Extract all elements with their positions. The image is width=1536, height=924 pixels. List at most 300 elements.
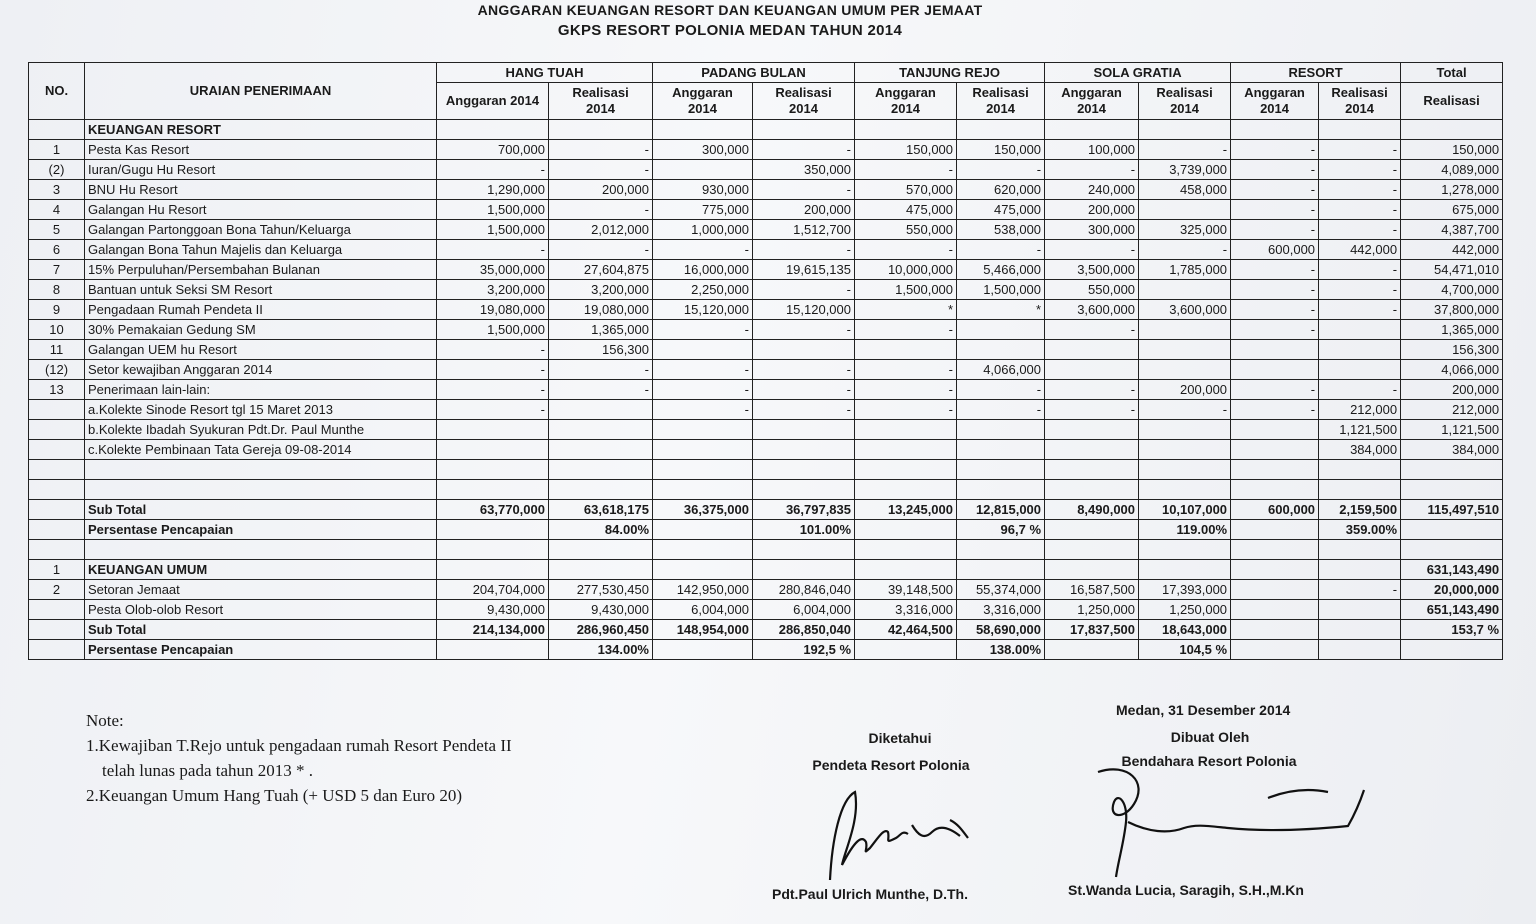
row-value	[855, 440, 957, 460]
row-value	[1045, 120, 1139, 140]
row-value: 134.00%	[549, 640, 653, 660]
row-value: 1,250,000	[1139, 600, 1231, 620]
row-value: 325,000	[1139, 220, 1231, 240]
row-value	[1401, 480, 1503, 500]
row-value: 384,000	[1319, 440, 1401, 460]
row-value: -	[1319, 300, 1401, 320]
row-value: 1,500,000	[437, 220, 549, 240]
row-value: 550,000	[855, 220, 957, 240]
row-value: -	[1045, 320, 1139, 340]
table-row	[29, 160, 1503, 180]
row-value: 13,245,000	[855, 500, 957, 520]
row-value: 17,393,000	[1139, 580, 1231, 600]
row-value	[957, 480, 1045, 500]
table-row	[29, 280, 1503, 300]
row-value: -	[1045, 380, 1139, 400]
row-value: 15,120,000	[653, 300, 753, 320]
row-value: -	[1231, 300, 1319, 320]
row-value: 300,000	[1045, 220, 1139, 240]
row-value	[957, 460, 1045, 480]
row-value	[1139, 440, 1231, 460]
row-value: -	[1231, 200, 1319, 220]
row-number	[29, 540, 85, 560]
row-value: 3,316,000	[855, 600, 957, 620]
row-value: -	[1319, 220, 1401, 240]
row-label: KEUANGAN UMUM	[85, 560, 437, 580]
row-value	[957, 120, 1045, 140]
row-value	[549, 120, 653, 140]
row-value	[1401, 120, 1503, 140]
row-value: 1,500,000	[855, 280, 957, 300]
row-value: -	[1045, 160, 1139, 180]
row-value: -	[1319, 580, 1401, 600]
row-value: 600,000	[1231, 500, 1319, 520]
row-value	[549, 560, 653, 580]
document-title-line2: GKPS RESORT POLONIA MEDAN TAHUN 2014	[557, 22, 903, 39]
subhead-pb-realisasi: Realisasi 2014	[753, 83, 855, 120]
row-value: 675,000	[1401, 200, 1503, 220]
row-value	[1139, 340, 1231, 360]
row-label: Bantuan untuk Seksi SM Resort	[85, 280, 437, 300]
row-label: Galangan Bona Tahun Majelis dan Keluarga	[85, 240, 437, 260]
row-value: -	[957, 160, 1045, 180]
row-value: 200,000	[1401, 380, 1503, 400]
row-label: Sub Total	[85, 500, 437, 520]
notes-line2: telah lunas pada tahun 2013 * .	[102, 761, 314, 780]
row-value: 475,000	[855, 200, 957, 220]
row-label: a.Kolekte Sinode Resort tgl 15 Maret 2013	[85, 400, 437, 420]
row-label: Setor kewajiban Anggaran 2014	[85, 360, 437, 380]
row-value	[549, 440, 653, 460]
row-value	[437, 420, 549, 440]
row-value	[1401, 540, 1503, 560]
row-value	[1319, 620, 1401, 640]
row-value: 700,000	[437, 140, 549, 160]
row-value: 1,121,500	[1319, 420, 1401, 440]
left-role1: Diketahui	[868, 730, 932, 746]
row-value	[1319, 360, 1401, 380]
row-value: 15,120,000	[753, 300, 855, 320]
row-number: (2)	[29, 160, 85, 180]
row-value	[1045, 360, 1139, 380]
row-value: 115,497,510	[1401, 500, 1503, 520]
row-value: -	[753, 140, 855, 160]
row-value	[1231, 340, 1319, 360]
subhead-resort-anggaran: Anggaran 2014	[1231, 83, 1319, 120]
row-value: 5,466,000	[957, 260, 1045, 280]
row-value: -	[437, 160, 549, 180]
row-value	[1139, 320, 1231, 340]
row-value: -	[1231, 160, 1319, 180]
row-value: 3,200,000	[437, 280, 549, 300]
row-value: -	[437, 400, 549, 420]
row-value: -	[549, 360, 653, 380]
row-value: -	[437, 380, 549, 400]
row-value: 200,000	[1045, 200, 1139, 220]
subhead-tr-anggaran: Anggaran 2014	[855, 83, 957, 120]
table-row	[29, 420, 1503, 440]
row-value: 2,159,500	[1319, 500, 1401, 520]
row-value: 156,300	[1401, 340, 1503, 360]
row-value: -	[549, 380, 653, 400]
row-value: -	[1231, 380, 1319, 400]
row-value: 119.00%	[1139, 520, 1231, 540]
row-number	[29, 120, 85, 140]
row-value: 17,837,500	[1045, 620, 1139, 640]
row-value: -	[1231, 180, 1319, 200]
row-value: 3,600,000	[1139, 300, 1231, 320]
row-value	[1231, 120, 1319, 140]
row-value: -	[437, 340, 549, 360]
row-value: -	[753, 360, 855, 380]
row-value	[653, 440, 753, 460]
row-value: -	[437, 360, 549, 380]
row-value: 2,012,000	[549, 220, 653, 240]
row-value: -	[1231, 400, 1319, 420]
row-value: *	[957, 300, 1045, 320]
row-value	[437, 460, 549, 480]
row-value	[1045, 340, 1139, 360]
row-value	[1139, 360, 1231, 380]
row-value: 1,512,700	[753, 220, 855, 240]
right-role1: Dibuat Oleh	[1170, 729, 1250, 745]
row-value: -	[1231, 260, 1319, 280]
right-role2: Bendahara Resort Polonia	[1121, 753, 1297, 769]
row-value	[549, 540, 653, 560]
row-value	[957, 560, 1045, 580]
row-value: 1,278,000	[1401, 180, 1503, 200]
header-no: NO.	[29, 63, 85, 120]
row-value: 6,004,000	[753, 600, 855, 620]
row-value: 16,000,000	[653, 260, 753, 280]
row-value: -	[753, 240, 855, 260]
row-value	[1139, 120, 1231, 140]
row-number	[29, 400, 85, 420]
row-value: 1,250,000	[1045, 600, 1139, 620]
subhead-sg-realisasi: Realisasi 2014	[1139, 83, 1231, 120]
document-title-line1: ANGGARAN KEUANGAN RESORT DAN KEUANGAN UMUM PER JEMAAT	[477, 2, 983, 18]
row-value	[1401, 460, 1503, 480]
row-label: 15% Perpuluhan/Persembahan Bulanan	[85, 260, 437, 280]
row-label: Galangan Partonggoan Bona Tahun/Keluarga	[85, 220, 437, 240]
row-value: 16,587,500	[1045, 580, 1139, 600]
table-row	[29, 180, 1503, 200]
row-value: 1,500,000	[437, 200, 549, 220]
row-value	[855, 420, 957, 440]
row-value	[1045, 520, 1139, 540]
row-value	[753, 540, 855, 560]
row-value: 930,000	[653, 180, 753, 200]
header-uraian: URAIAN PENERIMAAN	[85, 63, 437, 120]
row-value: -	[753, 400, 855, 420]
right-signature-icon	[1088, 762, 1378, 882]
header-group-hang-tuah: HANG TUAH	[437, 63, 653, 83]
row-value	[1045, 560, 1139, 580]
row-value: -	[1231, 320, 1319, 340]
row-value: -	[653, 320, 753, 340]
row-value: 1,365,000	[549, 320, 653, 340]
row-value	[957, 340, 1045, 360]
subhead-pb-anggaran: Anggaran 2014	[653, 83, 753, 120]
row-value	[1319, 320, 1401, 340]
row-value: 18,643,000	[1139, 620, 1231, 640]
row-value: -	[1045, 240, 1139, 260]
row-value	[1231, 540, 1319, 560]
row-value: 538,000	[957, 220, 1045, 240]
row-value: -	[855, 380, 957, 400]
place-date: Medan, 31 Desember 2014	[1116, 702, 1291, 718]
row-value	[1139, 420, 1231, 440]
row-number: 4	[29, 200, 85, 220]
row-value: 3,600,000	[1045, 300, 1139, 320]
row-value: -	[1139, 240, 1231, 260]
row-value	[1045, 420, 1139, 440]
section-title-keuangan-resort	[29, 120, 1503, 140]
header-group-padang-bulan: PADANG BULAN	[653, 63, 855, 83]
row-value: 54,471,010	[1401, 260, 1503, 280]
row-value: 104,5 %	[1139, 640, 1231, 660]
row-value	[1045, 460, 1139, 480]
row-value	[437, 440, 549, 460]
row-number: 6	[29, 240, 85, 260]
row-value	[1319, 600, 1401, 620]
row-value: 4,089,000	[1401, 160, 1503, 180]
row-label	[85, 540, 437, 560]
row-value: 1,290,000	[437, 180, 549, 200]
row-value: -	[1319, 140, 1401, 160]
row-number	[29, 480, 85, 500]
row-value	[1139, 540, 1231, 560]
row-label: Persentase Pencapaian	[85, 520, 437, 540]
row-value: 27,604,875	[549, 260, 653, 280]
row-value: -	[753, 320, 855, 340]
row-value: 100,000	[1045, 140, 1139, 160]
row-value: 1,500,000	[437, 320, 549, 340]
row-value: -	[653, 360, 753, 380]
umum-row	[29, 580, 1503, 600]
row-value	[653, 640, 753, 660]
row-value: -	[1231, 140, 1319, 160]
row-value: -	[1319, 180, 1401, 200]
row-value: 200,000	[753, 200, 855, 220]
row-value	[1401, 640, 1503, 660]
row-value: -	[549, 140, 653, 160]
row-value	[1401, 520, 1503, 540]
subhead-ht-realisasi: Realisasi 2014	[549, 83, 653, 120]
row-value	[855, 460, 957, 480]
row-value	[1231, 580, 1319, 600]
row-value: 1,121,500	[1401, 420, 1503, 440]
row-number: 7	[29, 260, 85, 280]
header-total: Total	[1401, 63, 1503, 83]
row-value: -	[855, 360, 957, 380]
row-value: 359.00%	[1319, 520, 1401, 540]
row-value	[653, 420, 753, 440]
row-value	[1319, 540, 1401, 560]
row-value: 442,000	[1319, 240, 1401, 260]
row-value	[753, 420, 855, 440]
row-value: 35,000,000	[437, 260, 549, 280]
row-value: -	[1231, 280, 1319, 300]
row-value: -	[753, 380, 855, 400]
row-label: Pesta Olob-olob Resort	[85, 600, 437, 620]
notes-title: Note:	[86, 711, 124, 730]
row-value	[1231, 440, 1319, 460]
row-number	[29, 440, 85, 460]
row-value: -	[653, 240, 753, 260]
row-value: 212,000	[1319, 400, 1401, 420]
row-label: Sub Total	[85, 620, 437, 640]
row-value: 19,615,135	[753, 260, 855, 280]
row-value: 101.00%	[753, 520, 855, 540]
row-value: -	[653, 400, 753, 420]
row-value	[1319, 480, 1401, 500]
row-value	[549, 400, 653, 420]
row-value: 192,5 %	[753, 640, 855, 660]
row-value	[753, 120, 855, 140]
row-value	[437, 540, 549, 560]
row-value: 150,000	[1401, 140, 1503, 160]
row-value: -	[1319, 260, 1401, 280]
row-value: -	[1319, 200, 1401, 220]
row-value	[1139, 480, 1231, 500]
row-value	[1139, 280, 1231, 300]
row-value: 36,797,835	[753, 500, 855, 520]
subhead-tr-realisasi: Realisasi 2014	[957, 83, 1045, 120]
row-value	[437, 480, 549, 500]
row-value	[1319, 560, 1401, 580]
row-value: -	[549, 240, 653, 260]
row-label: b.Kolekte Ibadah Syukuran Pdt.Dr. Paul Munthe	[85, 420, 437, 440]
notes-line3: 2.Keuangan Umum Hang Tuah (+ USD 5 dan Euro 20)	[86, 786, 462, 805]
row-number: 3	[29, 180, 85, 200]
row-value	[855, 640, 957, 660]
row-value: 96,7 %	[957, 520, 1045, 540]
table-row	[29, 140, 1503, 160]
row-value: 42,464,500	[855, 620, 957, 640]
row-value	[1319, 640, 1401, 660]
row-number: 2	[29, 580, 85, 600]
row-value: -	[1319, 160, 1401, 180]
row-label: Penerimaan lain-lain:	[85, 380, 437, 400]
row-value	[753, 480, 855, 500]
row-value: *	[855, 300, 957, 320]
row-value	[1231, 360, 1319, 380]
row-value: -	[753, 180, 855, 200]
row-value: 200,000	[1139, 380, 1231, 400]
row-value: 350,000	[753, 160, 855, 180]
row-value: 475,000	[957, 200, 1045, 220]
row-label	[85, 480, 437, 500]
row-value	[437, 560, 549, 580]
row-value: 19,080,000	[549, 300, 653, 320]
row-value	[653, 520, 753, 540]
row-value: -	[855, 240, 957, 260]
row-value	[753, 560, 855, 580]
row-value: -	[855, 320, 957, 340]
subhead-resort-realisasi: Realisasi 2014	[1319, 83, 1401, 120]
row-value	[753, 440, 855, 460]
row-value	[653, 120, 753, 140]
table-row	[29, 380, 1503, 400]
umum-row	[29, 560, 1503, 580]
row-value: 36,375,000	[653, 500, 753, 520]
row-number: 1	[29, 140, 85, 160]
row-value	[653, 480, 753, 500]
row-value: 212,000	[1401, 400, 1503, 420]
row-value: -	[1045, 400, 1139, 420]
row-number	[29, 520, 85, 540]
row-value: 458,000	[1139, 180, 1231, 200]
row-value: -	[1139, 140, 1231, 160]
row-value: 84.00%	[549, 520, 653, 540]
row-value: 148,954,000	[653, 620, 753, 640]
row-value: 63,770,000	[437, 500, 549, 520]
row-value: 4,066,000	[957, 360, 1045, 380]
row-value	[653, 540, 753, 560]
row-value: 6,004,000	[653, 600, 753, 620]
row-value	[855, 120, 957, 140]
row-value: -	[1319, 280, 1401, 300]
row-value: 384,000	[1401, 440, 1503, 460]
row-label	[85, 460, 437, 480]
row-label: Galangan Hu Resort	[85, 200, 437, 220]
row-value: 214,134,000	[437, 620, 549, 640]
right-signer-name: St.Wanda Lucia, Saragih, S.H.,M.Kn	[1068, 882, 1304, 898]
row-value: 138.00%	[957, 640, 1045, 660]
row-value	[855, 520, 957, 540]
row-value: 58,690,000	[957, 620, 1045, 640]
row-number: 5	[29, 220, 85, 240]
subhead-sg-anggaran: Anggaran 2014	[1045, 83, 1139, 120]
row-value: 277,530,450	[549, 580, 653, 600]
row-value	[855, 340, 957, 360]
row-number: 13	[29, 380, 85, 400]
row-value: 3,739,000	[1139, 160, 1231, 180]
row-value	[1045, 440, 1139, 460]
row-value	[437, 120, 549, 140]
row-value: 200,000	[549, 180, 653, 200]
row-value: -	[855, 400, 957, 420]
header-group-resort: RESORT	[1231, 63, 1401, 83]
header-group-tanjung-rejo: TANJUNG REJO	[855, 63, 1045, 83]
table-row	[29, 340, 1503, 360]
notes-line1: 1.Kewajiban T.Rejo untuk pengadaan rumah Resort Pendeta II	[86, 736, 512, 755]
row-value: 286,960,450	[549, 620, 653, 640]
row-number: 11	[29, 340, 85, 360]
row-number	[29, 460, 85, 480]
table-row	[29, 200, 1503, 220]
row-value: 280,846,040	[753, 580, 855, 600]
subhead-total-realisasi: Realisasi	[1401, 83, 1503, 120]
row-value: 620,000	[957, 180, 1045, 200]
row-value: 9,430,000	[437, 600, 549, 620]
subhead-ht-anggaran: Anggaran 2014	[437, 83, 549, 120]
left-role2: Pendeta Resort Polonia	[812, 757, 970, 773]
row-value: 20,000,000	[1401, 580, 1503, 600]
resort-percent-row	[29, 520, 1503, 540]
finance-table	[28, 62, 1503, 660]
row-value	[1231, 640, 1319, 660]
row-value: 150,000	[957, 140, 1045, 160]
row-value	[1139, 560, 1231, 580]
blank-row	[29, 460, 1503, 480]
row-value: 286,850,040	[753, 620, 855, 640]
row-value: 55,374,000	[957, 580, 1045, 600]
row-value: -	[957, 380, 1045, 400]
row-value	[1045, 640, 1139, 660]
row-value	[957, 420, 1045, 440]
